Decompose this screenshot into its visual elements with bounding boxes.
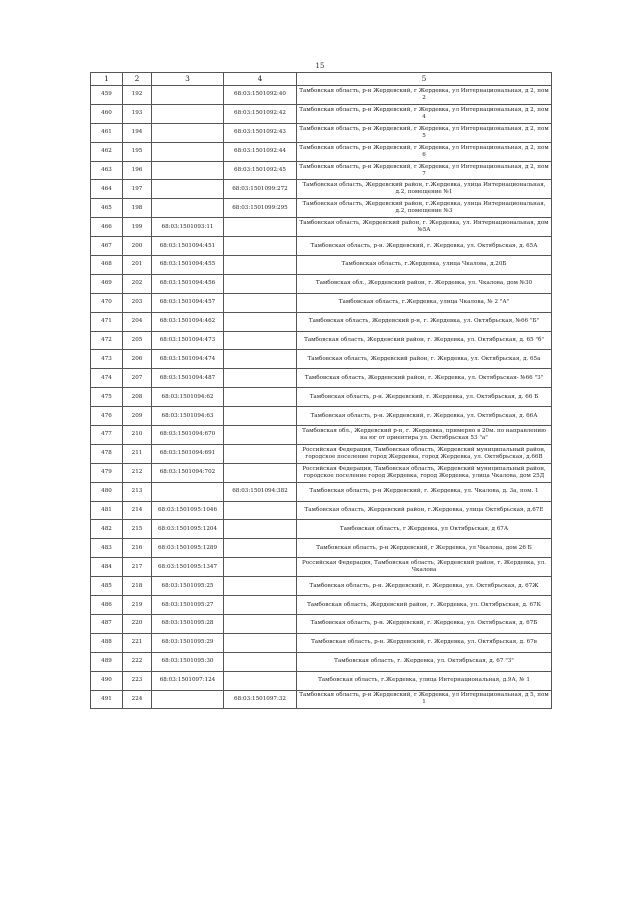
table-row	[91, 444, 552, 463]
table-row	[91, 274, 552, 293]
premises-number-cell: 68:03:1501092:43	[224, 123, 297, 142]
column-header: 1	[91, 73, 123, 86]
parcel-number-cell: 68:03:1501094:451	[152, 237, 224, 256]
parcel-number-cell	[152, 161, 224, 180]
table-row	[91, 161, 552, 180]
address-cell: Тамбовская область, Жердевский район, г.Жердевка, улица Интернациональная, д.2, помещение №1	[297, 180, 552, 199]
premises-number-cell	[224, 501, 297, 520]
row-number-cell: 482	[91, 520, 123, 539]
index-cell: 195	[123, 142, 152, 161]
parcel-number-cell: 68:03:1501095:1046	[152, 501, 224, 520]
row-number-cell: 491	[91, 690, 123, 709]
address-cell: Тамбовская обл., Жердевский район, г. Жердевка, ул. Чкалова, дом №30	[297, 274, 552, 293]
address-cell: Тамбовская область, Жердевский район, г. Жердевка, ул. Октябрьская, д. 65 "б"	[297, 331, 552, 350]
premises-number-cell	[224, 256, 297, 275]
column-header: 3	[152, 73, 224, 86]
address-cell: Тамбовская область, р-н. Жердевский, г. Жердевка, ул. Октябрьская, д. 65А	[297, 237, 552, 256]
row-number-cell: 488	[91, 633, 123, 652]
row-number-cell: 464	[91, 180, 123, 199]
parcel-number-cell: 68:03:1501095:25	[152, 577, 224, 596]
index-cell: 214	[123, 501, 152, 520]
row-number-cell: 472	[91, 331, 123, 350]
address-cell: Тамбовская область, р-н. Жердевский, г. Жердевка, ул. Октябрьская, д. 67Б	[297, 614, 552, 633]
address-cell: Тамбовская область, р-н Жердевский, г. Жердевка, ул. Чкалова, д. 3а, пом. 1	[297, 482, 552, 501]
premises-number-cell	[224, 407, 297, 426]
table-row	[91, 482, 552, 501]
row-number-cell: 476	[91, 407, 123, 426]
premises-number-cell	[224, 293, 297, 312]
row-number-cell: 478	[91, 444, 123, 463]
index-cell: 199	[123, 218, 152, 237]
parcel-number-cell: 68:03:1501094:691	[152, 444, 224, 463]
parcel-number-cell: 68:03:1501095:1204	[152, 520, 224, 539]
premises-number-cell	[224, 274, 297, 293]
parcel-number-cell: 68:03:1501094:63	[152, 407, 224, 426]
registry-table	[90, 72, 552, 709]
row-number-cell: 487	[91, 614, 123, 633]
index-cell: 205	[123, 331, 152, 350]
table-row	[91, 596, 552, 615]
address-cell: Тамбовская область, г.Жердевка, улица Чкалова, д.20Б	[297, 256, 552, 275]
table-row	[91, 463, 552, 482]
address-cell: Тамбовская область, Жердевский район, г. Жердевка, ул. Интернациональная, дом №5А	[297, 218, 552, 237]
index-cell: 216	[123, 539, 152, 558]
premises-number-cell: 68:03:1501099:295	[224, 199, 297, 218]
premises-number-cell	[224, 312, 297, 331]
index-cell: 193	[123, 104, 152, 123]
parcel-number-cell	[152, 104, 224, 123]
address-cell: Тамбовская область, Жердевский район, г. Жердевка, ул. Октябрьская, д. 67К	[297, 596, 552, 615]
column-header: 5	[297, 73, 552, 86]
index-cell: 222	[123, 652, 152, 671]
parcel-number-cell: 68:03:1501095:30	[152, 652, 224, 671]
premises-number-cell: 68:03:1501092:42	[224, 104, 297, 123]
parcel-number-cell: 68:03:1501094:457	[152, 293, 224, 312]
index-cell: 202	[123, 274, 152, 293]
row-number-cell: 486	[91, 596, 123, 615]
row-number-cell: 471	[91, 312, 123, 331]
index-cell: 212	[123, 463, 152, 482]
parcel-number-cell: 68:03:1501094:456	[152, 274, 224, 293]
index-cell: 219	[123, 596, 152, 615]
row-number-cell: 466	[91, 218, 123, 237]
premises-number-cell: 68:03:1501092:45	[224, 161, 297, 180]
index-cell: 223	[123, 671, 152, 690]
parcel-number-cell: 68:03:1501095:27	[152, 596, 224, 615]
table-row	[91, 633, 552, 652]
address-cell: Российская Федерация, Тамбовская область, Жердевский муниципальный район, городское поселение город Жердевка, город Жердевка, улица Чкалова, дом 25Д	[297, 463, 552, 482]
premises-number-cell	[224, 426, 297, 445]
address-cell: Тамбовская область, р-н. Жердевский, г. Жердевка, ул. Октябрьская, д. 66 Б	[297, 388, 552, 407]
index-cell: 207	[123, 369, 152, 388]
premises-number-cell: 68:03:1501097:32	[224, 690, 297, 709]
premises-number-cell	[224, 652, 297, 671]
table-row	[91, 501, 552, 520]
row-number-cell: 475	[91, 388, 123, 407]
row-number-cell: 467	[91, 237, 123, 256]
row-number-cell: 473	[91, 350, 123, 369]
table-row	[91, 652, 552, 671]
index-cell: 201	[123, 256, 152, 275]
column-header: 4	[224, 73, 297, 86]
row-number-cell: 483	[91, 539, 123, 558]
premises-number-cell	[224, 463, 297, 482]
premises-number-cell: 68:03:1501099:272	[224, 180, 297, 199]
table-row	[91, 426, 552, 445]
address-cell: Тамбовская область, г.Жердевка, улица Чкалова, № 2 "А"	[297, 293, 552, 312]
parcel-number-cell: 68:03:1501097:124	[152, 671, 224, 690]
address-cell: Тамбовская область, Жердевский район, г. Жердевка, ул. Октябрьская- №66 "З"	[297, 369, 552, 388]
premises-number-cell: 68:03:1501092:44	[224, 142, 297, 161]
row-number-cell: 477	[91, 426, 123, 445]
row-number-cell: 481	[91, 501, 123, 520]
table-row	[91, 671, 552, 690]
parcel-number-cell: 68:03:1501095:1347	[152, 558, 224, 577]
address-cell: Тамбовская область, р-н Жердевский, г Жердевка, ул Интернациональная, д 2, пом 7	[297, 161, 552, 180]
premises-number-cell	[224, 369, 297, 388]
premises-number-cell	[224, 444, 297, 463]
address-cell: Российская Федерация, Тамбовская область, Жердевский муниципальный район, городское поселение город Жердевка, город Жердевка, ул. Октябрьская, д.66В	[297, 444, 552, 463]
row-number-cell: 484	[91, 558, 123, 577]
premises-number-cell	[224, 577, 297, 596]
row-number-cell: 474	[91, 369, 123, 388]
row-number-cell: 489	[91, 652, 123, 671]
row-number-cell: 459	[91, 86, 123, 105]
index-cell: 206	[123, 350, 152, 369]
address-cell: Тамбовская область, р-н. Жердевский, г. Жердевка, ул. Октябрьская, д. 67Ж	[297, 577, 552, 596]
table-row	[91, 407, 552, 426]
row-number-cell: 479	[91, 463, 123, 482]
premises-number-cell	[224, 539, 297, 558]
index-cell: 197	[123, 180, 152, 199]
table-row	[91, 388, 552, 407]
index-cell: 215	[123, 520, 152, 539]
table-row	[91, 558, 552, 577]
index-cell: 203	[123, 293, 152, 312]
row-number-cell: 462	[91, 142, 123, 161]
address-cell: Тамбовская область, р-н Жердевский, г Жердевка, ул Интернациональная, д 5, пом 1	[297, 690, 552, 709]
address-cell: Тамбовская область, Жердевский район, г.Жердевка, улица Интернациональная, д.2, помещение №3	[297, 199, 552, 218]
table-row	[91, 350, 552, 369]
premises-number-cell	[224, 558, 297, 577]
table-row	[91, 237, 552, 256]
row-number-cell: 490	[91, 671, 123, 690]
address-cell: Тамбовская область, р-н. Жердевский, г. Жердевка, ул. Октябрьская, д. 66А	[297, 407, 552, 426]
parcel-number-cell	[152, 86, 224, 105]
premises-number-cell	[224, 614, 297, 633]
parcel-number-cell: 68:03:1501095:28	[152, 614, 224, 633]
index-cell: 196	[123, 161, 152, 180]
address-cell: Российская Федерация, Тамбовская область, Жердевский район, г. Жердевка, ул. Чкалова	[297, 558, 552, 577]
index-cell: 213	[123, 482, 152, 501]
premises-number-cell	[224, 350, 297, 369]
parcel-number-cell: 68:03:1501093:11	[152, 218, 224, 237]
premises-number-cell	[224, 596, 297, 615]
premises-number-cell	[224, 671, 297, 690]
index-cell: 209	[123, 407, 152, 426]
index-cell: 218	[123, 577, 152, 596]
address-cell: Тамбовская область, г.Жердевка, улица Интернациональная, д.9А, № 1	[297, 671, 552, 690]
address-cell: Тамбовская область, р-н Жердевский, г Жердевка, ул Интернациональная, д 2, пом 6	[297, 142, 552, 161]
row-number-cell: 470	[91, 293, 123, 312]
index-cell: 217	[123, 558, 152, 577]
column-header: 2	[123, 73, 152, 86]
address-cell: Тамбовская область, г. Жердевка, ул. Октябрьская, д. 67 "З"	[297, 652, 552, 671]
table-row	[91, 614, 552, 633]
table-row	[91, 539, 552, 558]
index-cell: 194	[123, 123, 152, 142]
row-number-cell: 463	[91, 161, 123, 180]
address-cell: Тамбовская область, Жердевский район, г.Жердевка, улица Октябрьская, д.67Е	[297, 501, 552, 520]
premises-number-cell	[224, 388, 297, 407]
parcel-number-cell	[152, 199, 224, 218]
page-number: 15	[315, 62, 325, 70]
table-row	[91, 86, 552, 105]
table-row	[91, 690, 552, 709]
parcel-number-cell	[152, 180, 224, 199]
parcel-number-cell	[152, 482, 224, 501]
address-cell: Тамбовская область, р-н Жердевский, г Жердевка, ул Интернациональная, д 2, пом 5	[297, 123, 552, 142]
parcel-number-cell: 68:03:1501094:462	[152, 312, 224, 331]
row-number-cell: 460	[91, 104, 123, 123]
table-row	[91, 104, 552, 123]
table-row	[91, 293, 552, 312]
table-row	[91, 369, 552, 388]
address-cell: Тамбовская область, р-н Жердевский, г Жердевка, ул Интернациональная, д 2, пом 4	[297, 104, 552, 123]
index-cell: 210	[123, 426, 152, 445]
index-cell: 192	[123, 86, 152, 105]
parcel-number-cell: 68:03:1501094:455	[152, 256, 224, 275]
table-row	[91, 520, 552, 539]
parcel-number-cell: 68:03:1501094:473	[152, 331, 224, 350]
address-cell: Тамбовская область, р-н Жердевский, г Жердевка, ул Интернациональная, д 2, пом 2	[297, 86, 552, 105]
address-cell: Тамбовская область, г Жердевка, ул Октябрьская, д 67А	[297, 520, 552, 539]
index-cell: 221	[123, 633, 152, 652]
parcel-number-cell: 68:03:1501094:702	[152, 463, 224, 482]
parcel-number-cell	[152, 690, 224, 709]
table-header-row	[91, 73, 552, 86]
table-row	[91, 180, 552, 199]
table-row	[91, 331, 552, 350]
table-row	[91, 199, 552, 218]
premises-number-cell	[224, 520, 297, 539]
address-cell: Тамбовская область, р-н Жердевский, г Жердевка, ул Чкалова, дом 26 Б	[297, 539, 552, 558]
parcel-number-cell: 68:03:1501094:474	[152, 350, 224, 369]
index-cell: 204	[123, 312, 152, 331]
index-cell: 224	[123, 690, 152, 709]
index-cell: 208	[123, 388, 152, 407]
parcel-number-cell	[152, 142, 224, 161]
index-cell: 220	[123, 614, 152, 633]
row-number-cell: 461	[91, 123, 123, 142]
row-number-cell: 468	[91, 256, 123, 275]
table-body	[91, 86, 552, 709]
row-number-cell: 465	[91, 199, 123, 218]
address-cell: Тамбовская область, Жердевский район, г. Жердевка, ул. Октябрьская, д. 65а	[297, 350, 552, 369]
row-number-cell: 485	[91, 577, 123, 596]
index-cell: 211	[123, 444, 152, 463]
parcel-number-cell	[152, 123, 224, 142]
premises-number-cell	[224, 237, 297, 256]
parcel-number-cell: 68:03:1501094:487	[152, 369, 224, 388]
index-cell: 200	[123, 237, 152, 256]
address-cell: Тамбовская обл., Жердевский р-н, г. Жердевка, примерно в 20м. по направлению на юг от ориентира ул. Октябрьская 53 "а"	[297, 426, 552, 445]
table-row	[91, 123, 552, 142]
premises-number-cell	[224, 633, 297, 652]
table-row	[91, 312, 552, 331]
parcel-number-cell: 68:03:1501094:670	[152, 426, 224, 445]
table-row	[91, 142, 552, 161]
parcel-number-cell: 68:03:1501095:29	[152, 633, 224, 652]
premises-number-cell: 68:03:1501094:382	[224, 482, 297, 501]
table-row	[91, 256, 552, 275]
premises-number-cell	[224, 331, 297, 350]
premises-number-cell: 68:03:1501092:40	[224, 86, 297, 105]
address-cell: Тамбовская область, Жердевский р-н, г. Жердевка, ул. Октябрьская, №66 "Б"	[297, 312, 552, 331]
table-row	[91, 577, 552, 596]
row-number-cell: 469	[91, 274, 123, 293]
parcel-number-cell: 68:03:1501095:1289	[152, 539, 224, 558]
table-row	[91, 218, 552, 237]
row-number-cell: 480	[91, 482, 123, 501]
address-cell: Тамбовская область, р-н. Жердевский, г. Жердевка, ул. Октябрьская, д. 67в	[297, 633, 552, 652]
index-cell: 198	[123, 199, 152, 218]
premises-number-cell	[224, 218, 297, 237]
parcel-number-cell: 68:03:1501094:62	[152, 388, 224, 407]
